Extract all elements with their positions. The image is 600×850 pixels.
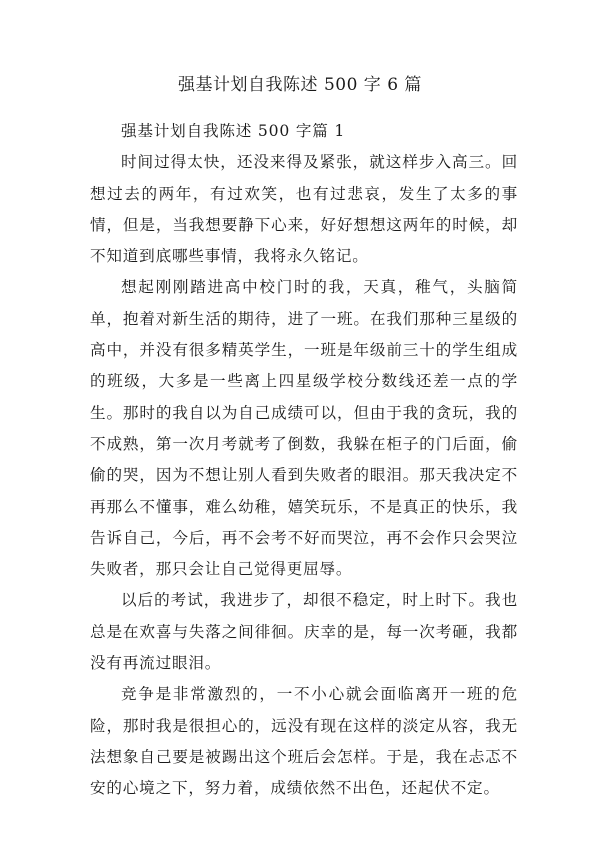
paragraph: 想起刚刚踏进高中校门时的我，天真，稚气，头脑简单，抱着对新生活的期待，进了一班。在我们那种三星级的高中，并没有很多精英学生，一班是年级前三十的学生组成的班级，大多是一些离上四星级学校分数线还差一点的学生。那时的我自以为自己成绩可以，但由于我的贪玩，我的不成熟，第一次月考就考了倒数，我躲在柜子的门后面，偷偷的哭，因为不想让别人看到失败者的眼泪。那天我决定不再那么不懂事，难么幼稚，嬉笑玩乐，不是真正的快乐，我告诉自己，今后，再不会考不好而哭泣，再不会作只会哭泣失败者，那只会让自己觉得更屈辱。 — [90, 278, 518, 579]
paragraph: 以后的考试，我进步了，却很不稳定，时上时下。我也总是在欢喜与失落之间徘徊。庆幸的是，每一次考砸，我都没有再流过眼泪。 — [90, 591, 518, 673]
document-body — [90, 116, 518, 805]
paragraph: 时间过得太快，还没来得及紧张，就这样步入高三。回想过去的两年，有过欢笑，也有过悲哀，发生了太多的事情，但是，当我想要静下心来，好好想想这两年的时候，却不知道到底哪些事情，我将永久铭记。 — [90, 153, 518, 266]
document-title: 强基计划自我陈述 500 字 6 篇 — [178, 75, 422, 95]
paragraph: 竞争是非常激烈的，一不小心就会面临离开一班的危险，那时我是很担心的，远没有现在这样的淡定从容，我无法想象自己要是被踢出这个班后会怎样。于是，我在忐忑不安的心境之下，努力着，成绩依然不出色，还起伏不定。 — [90, 685, 518, 798]
section-heading: 强基计划自我陈述 500 字篇 1 — [121, 122, 346, 140]
